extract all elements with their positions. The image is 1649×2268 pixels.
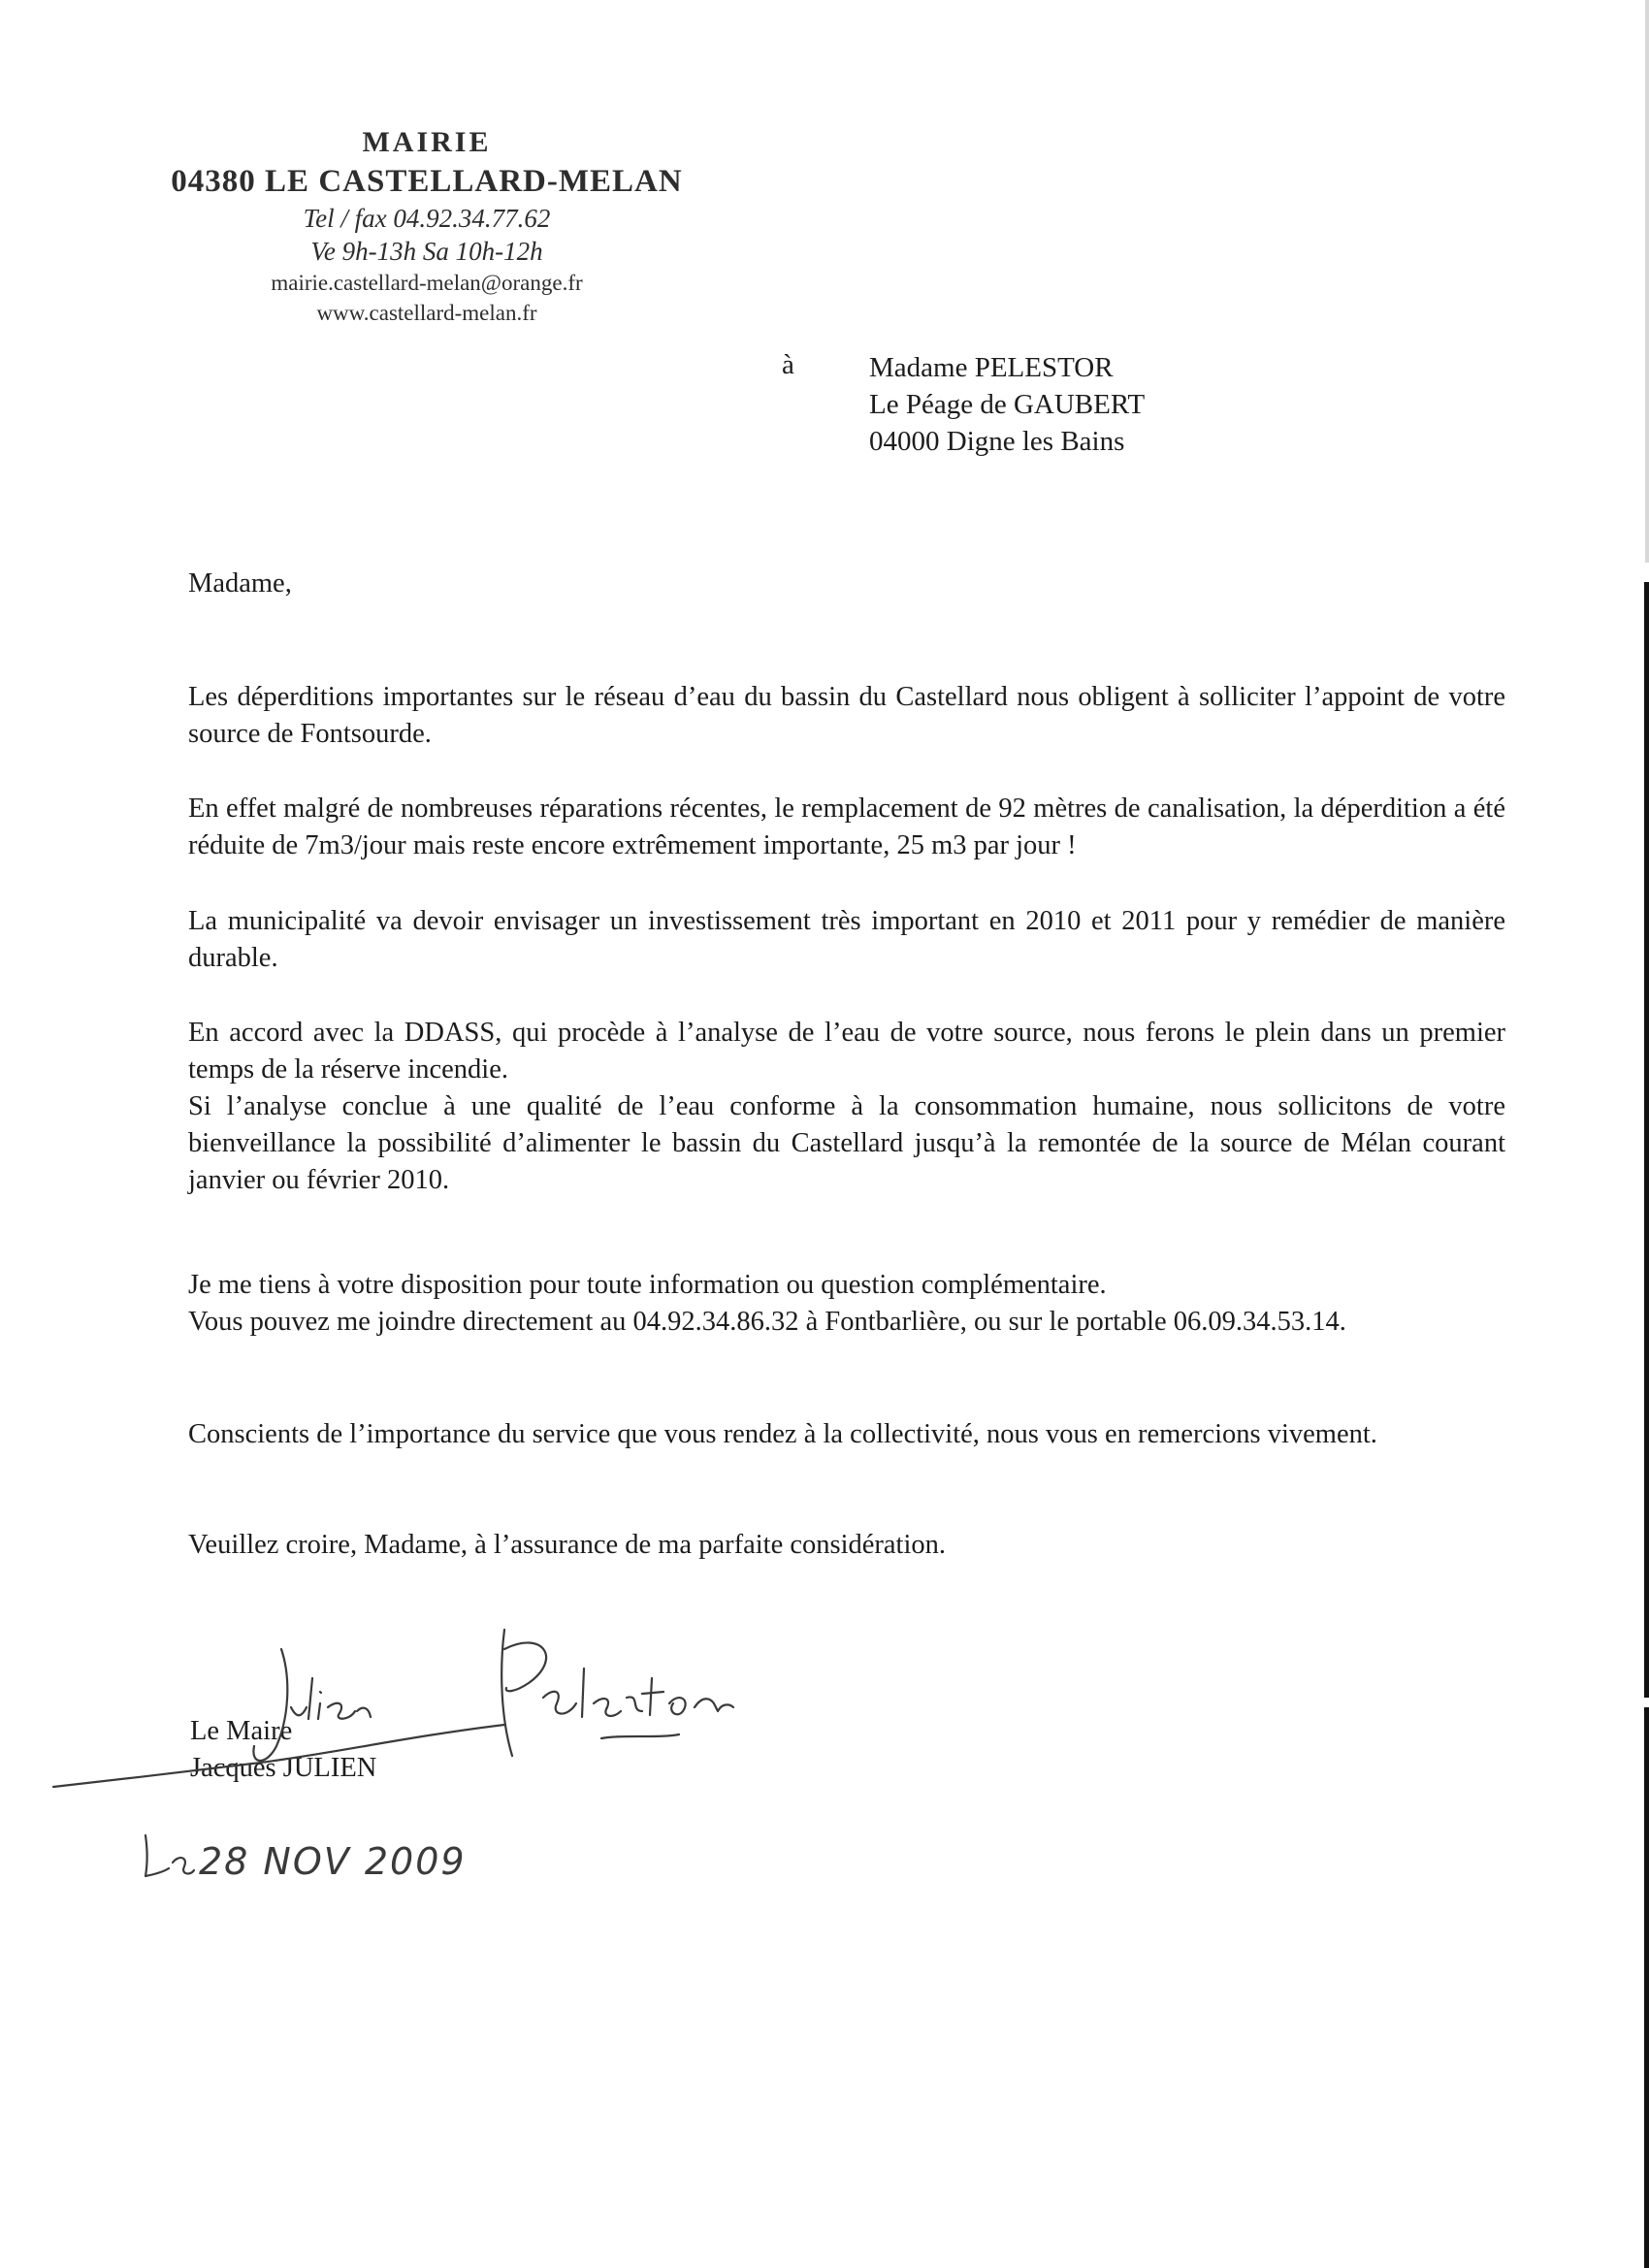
- paragraph-1: [188, 679, 1505, 753]
- recipient-address-line2: 04000 Digne les Bains: [869, 426, 1125, 457]
- paragraph-4a-text: En accord avec la DDASS, qui procède à l’analyse de l’eau de votre source, nous ferons le plein dans un premier temps de la réserve incendie.: [188, 1018, 1505, 1085]
- signature-pelestor-script: [501, 1630, 733, 1756]
- paragraph-5a-text: Je me tiens à votre disposition pour toute information ou question complémentaire.: [188, 1270, 1107, 1300]
- scan-edge-mark: [1644, 582, 1649, 1698]
- paragraph-4b-text: Si l’analyse conclue à une qualité de l’eau conforme à la consommation humaine, nous sollicitons de votre bienveillance la possibilité d’alimenter le bassin du Castellard jusqu’à la remontée de la source de Mélan courant janvier ou février 2010.: [188, 1091, 1505, 1195]
- letterhead-stamp: [116, 124, 737, 328]
- letterhead-town: 04380 LE CASTELLARD-MELAN: [171, 164, 683, 199]
- scan-edge-mark: [1645, 0, 1649, 563]
- signature-julien-script: [253, 1649, 371, 1761]
- letterhead-hours: Ve 9h-13h Sa 10h-12h: [310, 237, 543, 266]
- paragraph-6-text: Conscients de l’importance du service que vous rendez à la collectivité, nous vous en remercions vivement.: [188, 1419, 1377, 1449]
- paragraph-5b-text: Vous pouvez me joindre directement au 04.92.34.86.32 à Fontbarlière, ou sur le portable 06.09.34.53.14.: [188, 1307, 1346, 1337]
- paragraph-5: [188, 1267, 1505, 1341]
- paragraph-2: [188, 791, 1505, 864]
- recipient-address: [869, 349, 1145, 460]
- recipient-prefix: à: [782, 349, 794, 380]
- signature-name: Jacques JULIEN: [190, 1753, 377, 1783]
- handwritten-signatures: [0, 1610, 776, 1901]
- letterhead-name: MAIRIE: [362, 126, 492, 158]
- paragraph-3: [188, 903, 1505, 977]
- scan-edge-mark: [1644, 1707, 1649, 2268]
- signature-title: Le Maire: [190, 1716, 293, 1746]
- paragraph-2-text: En effet malgré de nombreuses réparations récentes, le remplacement de 92 mètres de canalisation, la déperdition a été réduite de 7m3/jour mais reste encore extrêmement importante, 25 m3 par jour !: [188, 794, 1505, 860]
- paragraph-7: [188, 1527, 1505, 1564]
- letterhead-phone: Tel / fax 04.92.34.77.62: [303, 204, 551, 233]
- paragraph-4: [188, 1015, 1505, 1199]
- letterhead-website: www.castellard-melan.fr: [316, 301, 537, 325]
- svg-text:28 NOV 2009: 28 NOV 2009: [199, 1840, 467, 1883]
- salutation: Madame,: [188, 568, 292, 599]
- paragraph-3-text: La municipalité va devoir envisager un investissement très important en 2010 et 2011 pour y remédier de manière durable.: [188, 906, 1505, 973]
- recipient-address-line1: Le Péage de GAUBERT: [869, 389, 1146, 420]
- signature-julien-stroke: [53, 1725, 504, 1787]
- paragraph-7-text: Veuillez croire, Madame, à l’assurance de ma parfaite considération.: [188, 1530, 947, 1560]
- paragraph-1-text: Les déperditions importantes sur le réseau d’eau du bassin du Castellard nous obligent à solliciter l’appoint de votre source de Fontsourde.: [188, 682, 1505, 749]
- recipient-name: Madame PELESTOR: [869, 352, 1114, 383]
- paragraph-6: [188, 1416, 1505, 1453]
- letterhead-email: mairie.castellard-melan@orange.fr: [271, 271, 583, 295]
